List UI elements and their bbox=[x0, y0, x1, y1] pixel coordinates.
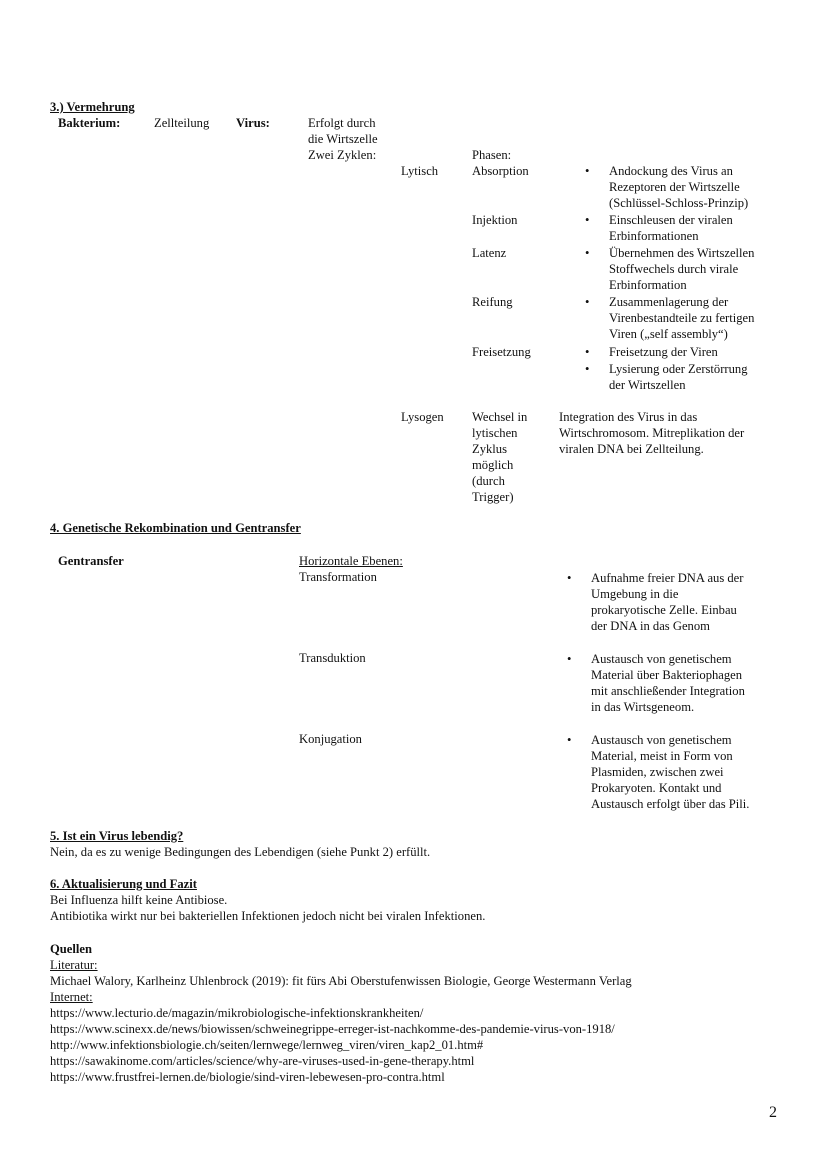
bullet-line: Lysierung oder Zerstörrung bbox=[609, 362, 748, 376]
bullet-line: der DNA in das Genom bbox=[591, 619, 710, 633]
bullet-icon: • bbox=[585, 362, 590, 376]
bullet-line: prokaryotische Zelle. Einbau bbox=[591, 603, 737, 617]
text-line: Antibiotika wirkt nur bei bakteriellen Infektionen jedoch nicht bei viralen Infektionen. bbox=[50, 909, 486, 923]
bullet-line: Austausch von genetischem bbox=[591, 733, 732, 747]
phasen-label: Phasen: bbox=[472, 148, 512, 162]
virus-desc-line: Erfolgt durch bbox=[308, 116, 376, 130]
bullet-line: Viren („self assembly“) bbox=[609, 327, 728, 341]
bullet-line: Erbinformationen bbox=[609, 229, 699, 243]
bullet-line: Virenbestandteile zu fertigen bbox=[609, 311, 755, 325]
bullet-line: der Wirtszellen bbox=[609, 378, 686, 392]
gentransfer-label: Gentransfer bbox=[58, 554, 124, 568]
phase-name: Reifung bbox=[472, 295, 513, 309]
bullet-icon: • bbox=[585, 246, 590, 260]
bullet-line: Rezeptoren der Wirtszelle bbox=[609, 180, 740, 194]
bullet-line: Austausch von genetischem bbox=[591, 652, 732, 666]
source-url[interactable]: https://www.scinexx.de/news/biowissen/schweinegrippe-erreger-ist-nachkomme-des-pandemie-virus-von-1918/ bbox=[50, 1022, 615, 1036]
bullet-icon: • bbox=[567, 733, 572, 747]
text-line: Wechsel in bbox=[472, 410, 528, 424]
source-url[interactable]: https://sawakinome.com/articles/science/why-are-viruses-used-in-gene-therapy.html bbox=[50, 1054, 475, 1068]
bullet-icon: • bbox=[567, 571, 572, 585]
bullet-line: Prokaryoten. Kontakt und bbox=[591, 781, 722, 795]
bullet-icon: • bbox=[585, 345, 590, 359]
literature-label: Literatur: bbox=[50, 958, 98, 972]
bullet-icon: • bbox=[585, 295, 590, 309]
lysogen-switch bbox=[472, 409, 527, 505]
source-url[interactable]: https://www.frustfrei-lernen.de/biologie/sind-viren-lebewesen-pro-contra.html bbox=[50, 1070, 445, 1084]
bullet-icon: • bbox=[585, 213, 590, 227]
bullet-line: Freisetzung der Viren bbox=[609, 345, 718, 359]
section-3-heading: 3.) Vermehrung bbox=[50, 100, 135, 114]
bakterium-label: Bakterium: bbox=[58, 116, 121, 130]
bullet-line: Erbinformation bbox=[609, 278, 687, 292]
section-5-heading: 5. Ist ein Virus lebendig? bbox=[50, 829, 184, 843]
bullet-line: Material über Bakteriophagen bbox=[591, 668, 743, 682]
virus-desc-line: die Wirtszelle bbox=[308, 132, 378, 146]
bakterium-value: Zellteilung bbox=[154, 116, 210, 130]
bullet-line: Übernehmen des Wirtszellen bbox=[609, 246, 755, 260]
source-url[interactable]: https://www.lecturio.de/magazin/mikrobiologische-infektionskrankheiten/ bbox=[50, 1006, 424, 1020]
bullet-line: Andockung des Virus an bbox=[609, 164, 733, 178]
bullet-icon: • bbox=[585, 164, 590, 178]
bullet-line: Zusammenlagerung der bbox=[609, 295, 729, 309]
text-line: Zyklus bbox=[472, 442, 507, 456]
lysogen-description bbox=[559, 409, 744, 457]
sources-heading: Quellen bbox=[50, 942, 92, 956]
bullet-line: (Schlüssel-Schloss-Prinzip) bbox=[609, 196, 749, 210]
virus-label: Virus: bbox=[236, 116, 270, 130]
text-line: Wirtschromosom. Mitreplikation der bbox=[559, 426, 745, 440]
phase-name: Latenz bbox=[472, 246, 507, 260]
literature-entry: Michael Walory, Karlheinz Uhlenbrock (2019): fit fürs Abi Oberstufenwissen Biologie, George Westermann Verlag bbox=[50, 974, 632, 988]
bullet-line: Stoffwechels durch virale bbox=[609, 262, 739, 276]
internet-label: Internet: bbox=[50, 990, 93, 1004]
text-line: möglich bbox=[472, 458, 514, 472]
bullet-line: Aufnahme freier DNA aus der bbox=[591, 571, 744, 585]
transformation-label: Transformation bbox=[299, 570, 377, 584]
section-6-text bbox=[50, 892, 485, 924]
bullet-line: Umgebung in die bbox=[591, 587, 679, 601]
bullet-icon: • bbox=[567, 652, 572, 666]
text-line: Bei Influenza hilft keine Antibiose. bbox=[50, 893, 228, 907]
bullet-line: Einschleusen der viralen bbox=[609, 213, 733, 227]
lysogen-label: Lysogen bbox=[401, 410, 444, 424]
source-url[interactable]: http://www.infektionsbiologie.ch/seiten/lernwege/lernweg_viren/viren_kap2_01.htm# bbox=[50, 1038, 484, 1052]
bullet-line: Austausch erfolgt über das Pili. bbox=[591, 797, 750, 811]
phase-name: Absorption bbox=[472, 164, 529, 178]
phase-name: Injektion bbox=[472, 213, 518, 227]
text-line: (durch bbox=[472, 474, 505, 488]
section-6-heading: 6. Aktualisierung und Fazit bbox=[50, 877, 197, 891]
text-line: lytischen bbox=[472, 426, 518, 440]
horizontal-levels-label: Horizontale Ebenen: bbox=[299, 554, 403, 568]
section-4-heading: 4. Genetische Rekombination und Gentransfer bbox=[50, 521, 301, 535]
bullet-line: Material, meist in Form von bbox=[591, 749, 733, 763]
phase-name: Freisetzung bbox=[472, 345, 531, 359]
page-number: 2 bbox=[769, 1104, 777, 1121]
bullet-line: mit anschließender Integration bbox=[591, 684, 745, 698]
bullet-line: in das Wirtsgeneom. bbox=[591, 700, 695, 714]
section-5-text: Nein, da es zu wenige Bedingungen des Lebendigen (siehe Punkt 2) erfüllt. bbox=[50, 845, 431, 859]
transduktion-label: Transduktion bbox=[299, 651, 366, 665]
sources-list bbox=[50, 957, 632, 1085]
bullet-line: Plasmiden, zwischen zwei bbox=[591, 765, 724, 779]
lytisch-label: Lytisch bbox=[401, 164, 439, 178]
konjugation-label: Konjugation bbox=[299, 732, 362, 746]
text-line: Trigger) bbox=[472, 490, 514, 504]
text-line: viralen DNA bei Zellteilung. bbox=[559, 442, 704, 456]
virus-description bbox=[308, 115, 378, 163]
virus-desc-line: Zwei Zyklen: bbox=[308, 148, 377, 162]
text-line: Integration des Virus in das bbox=[559, 410, 698, 424]
